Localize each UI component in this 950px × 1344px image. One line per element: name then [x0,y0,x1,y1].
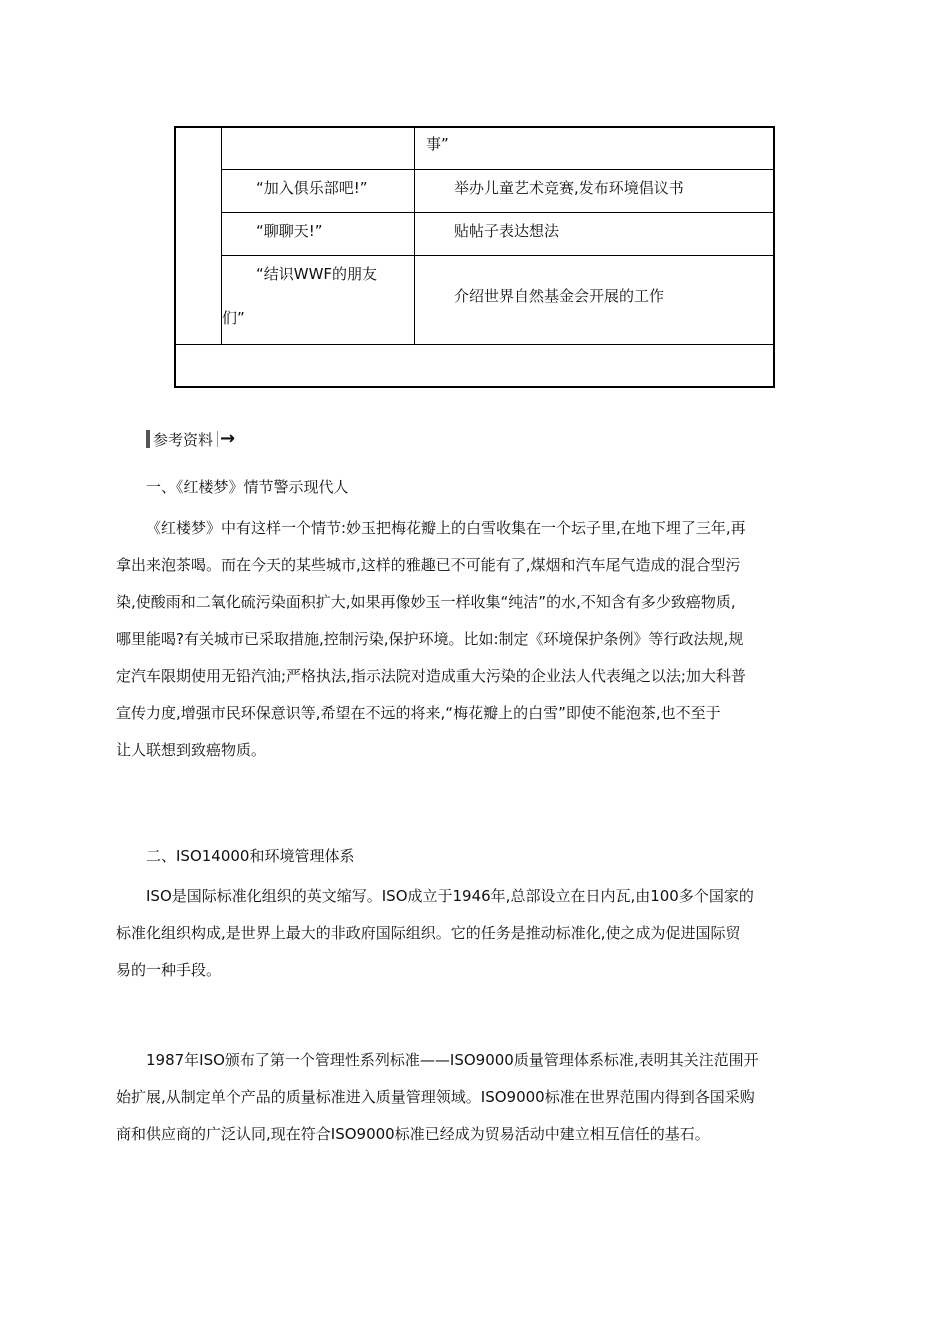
paragraph-line: 标准化组织构成,是世界上最大的非政府国际组织。它的任务是推动标准化,使之成为促进国际贸 [116,924,741,942]
table-cell-left: “聊聊天!” [256,222,323,240]
reference-heading [146,428,235,450]
paragraph-line: 商和供应商的广泛认同,现在符合ISO9000标准已经成为贸易活动中建立相互信任的基石。 [116,1125,710,1143]
paragraph-line: 始扩展,从制定单个产品的质量标准进入质量管理领域。ISO9000标准在世界范围内得到各国采购 [116,1088,755,1106]
paragraph [116,1042,834,1153]
paragraph-line: 让人联想到致癌物质。 [116,741,267,759]
table-cell-right: 介绍世界自然基金会开展的工作 [454,287,665,305]
heading-separator [217,431,218,447]
table-cell-left: “结识WWF的朋友 [256,265,378,283]
paragraph-line: 易的一种手段。 [116,961,222,979]
paragraph-line: 拿出来泡茶喝。而在今天的某些城市,这样的雅趣已不可能有了,煤烟和汽车尾气造成的混合型污 [116,556,741,574]
section-title: 二、ISO14000和环境管理体系 [146,847,355,865]
paragraph [116,510,834,769]
paragraph-line: ISO是国际标准化组织的英文缩写。ISO成立于1946年,总部设立在日内瓦,由100多个国家的 [146,887,754,905]
section-title: 一、《红楼梦》情节警示现代人 [146,478,349,496]
right-arrow-icon: → [220,428,236,449]
reference-heading-label: 参考资料 [153,430,214,449]
table-divider [176,344,775,345]
table-cell-left: 们” [222,309,245,327]
table-divider [221,255,775,256]
paragraph-line: 1987年ISO颁布了第一个管理性系列标准——ISO9000质量管理体系标准,表明其关注范围开 [146,1051,759,1069]
table-divider [221,169,775,170]
paragraph-line: 哪里能喝?有关城市已采取措施,控制污染,保护环境。比如:制定《环境保护条例》等行政法规,规 [116,630,744,648]
paragraph-line: 染,使酸雨和二氧化硫污染面积扩大,如果再像妙玉一样收集“纯洁”的水,不知含有多少致癌物质, [116,593,736,611]
paragraph-line: 《红楼梦》中有这样一个情节:妙玉把梅花瓣上的白雪收集在一个坛子里,在地下埋了三年,再 [146,519,746,537]
table-divider [414,128,415,344]
paragraph [116,878,834,989]
paragraph-line: 宣传力度,增强市民环保意识等,希望在不远的将来,“梅花瓣上的白雪”即使不能泡茶,也不至于 [116,704,721,722]
heading-marker [146,430,150,448]
activity-table [174,126,775,388]
table-divider [221,212,775,213]
table-cell-right: 事” [426,135,449,153]
table-cell-right: 举办儿童艺术竞赛,发布环境倡议书 [454,179,684,197]
paragraph-line: 定汽车限期使用无铅汽油;严格执法,指示法院对造成重大污染的企业法人代表绳之以法;加大科普 [116,667,746,685]
table-cell-right: 贴帖子表达想法 [454,222,560,240]
table-cell-left: “加入俱乐部吧!” [256,179,368,197]
